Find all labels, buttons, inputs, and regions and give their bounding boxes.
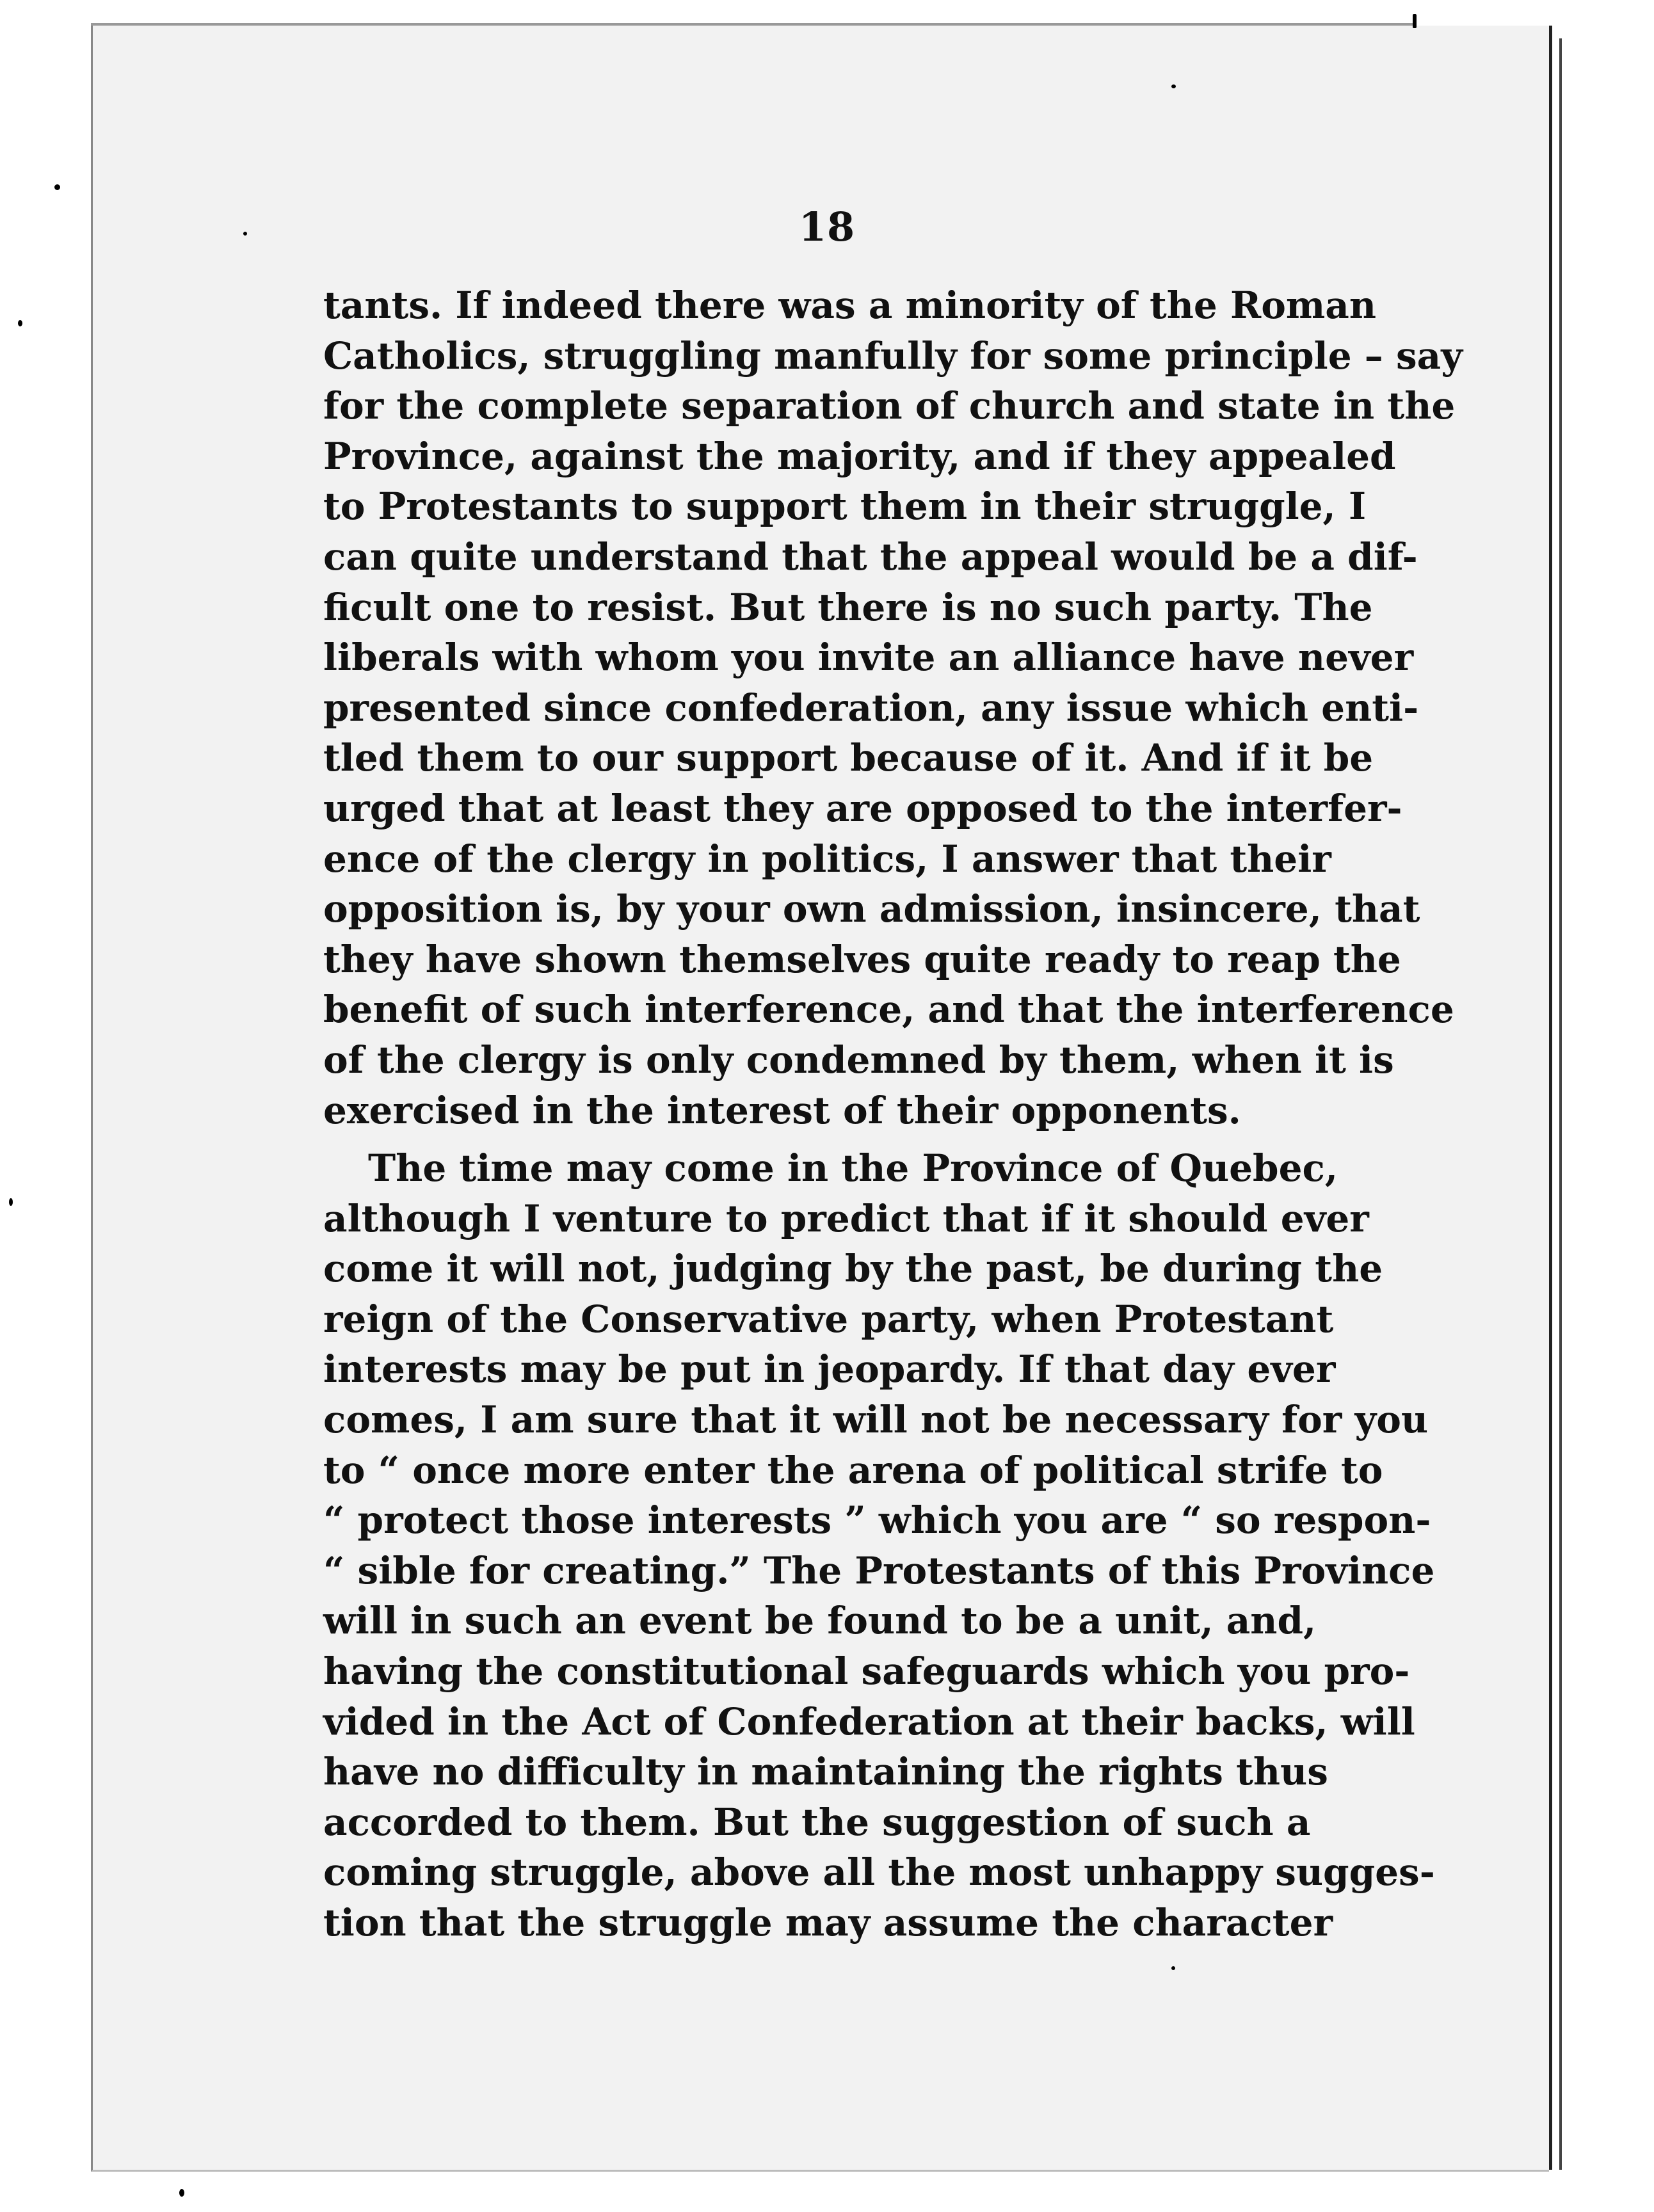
page-number: 18 — [798, 204, 856, 250]
text-line: having the constitutional safeguards which you pro- — [323, 1649, 1410, 1694]
text-line: tion that the struggle may assume the character — [323, 1901, 1333, 1944]
text-line: they have shown themselves quite ready to reap the — [323, 937, 1401, 981]
text-line: can quite understand that the appeal would be a dif- — [323, 534, 1418, 579]
text-line: The time may come in the Province of Quebec, — [368, 1146, 1338, 1190]
scan-speck — [1413, 14, 1417, 28]
text-line: liberals with whom you invite an alliance have never — [323, 636, 1414, 680]
text-line: will in such an event be found to be a unit, and, — [323, 1599, 1317, 1643]
paragraph-gap — [323, 1135, 1306, 1143]
page-right-edge — [1549, 26, 1552, 2170]
text-line: to “ once more enter the arena of political strife to — [323, 1448, 1383, 1492]
text-line: exercised in the interest of their opponents. — [323, 1088, 1241, 1132]
text-line: Catholics, struggling manfully for some principle – say — [323, 333, 1463, 378]
text-line: have no difficulty in maintaining the rights thus — [323, 1750, 1328, 1794]
text-line: of the clergy is only condemned by them, when it is — [323, 1038, 1394, 1082]
scan-speck — [18, 320, 22, 326]
text-line: Province, against the majority, and if they appealed — [323, 434, 1396, 478]
text-line: “ sible for creating.” The Protestants of this Province — [323, 1548, 1435, 1592]
paragraph — [323, 1143, 1435, 1948]
next-page-edge — [1559, 38, 1562, 2170]
text-line: presented since confederation, any issue which enti- — [323, 685, 1419, 730]
text-line: “ protect those interests ” which you are “ so respon- — [323, 1498, 1431, 1543]
text-line: accorded to them. But the suggestion of such a — [323, 1800, 1311, 1844]
text-line: opposition is, by your own admission, insincere, that — [323, 887, 1420, 931]
text-line: although I venture to predict that if it should ever — [323, 1196, 1369, 1240]
text-line: benefit of such interference, and that the interference — [323, 988, 1454, 1032]
text-line: tled them to our support because of it. And if it be — [323, 736, 1374, 780]
body-text — [323, 280, 1463, 1948]
scan-speck — [1171, 1966, 1175, 1970]
text-line: vided in the Act of Confederation at their backs, will — [323, 1699, 1415, 1743]
text-line: reign of the Conservative party, when Protestant — [323, 1297, 1334, 1341]
text-line: for the complete separation of church and state in the — [323, 384, 1456, 428]
text-line: to Protestants to support them in their struggle, I — [323, 485, 1367, 529]
text-line: coming struggle, above all the most unhappy sugges- — [323, 1850, 1435, 1895]
scan-speck — [9, 1198, 13, 1206]
scan-speck — [1171, 84, 1176, 88]
text-line: comes, I am sure that it will not be necessary for you — [323, 1398, 1429, 1442]
text-line: ficult one to resist. But there is no such party. The — [323, 585, 1373, 629]
paragraph — [323, 280, 1463, 1135]
text-line: ence of the clergy in politics, I answer that their — [323, 837, 1331, 881]
text-line: tants. If indeed there was a minority of the Roman — [323, 284, 1377, 327]
text-line: come it will not, judging by the past, be during the — [323, 1247, 1383, 1291]
text-line: interests may be put in jeopardy. If that day ever — [323, 1347, 1336, 1391]
scan-speck — [179, 2189, 184, 2197]
text-line: urged that at least they are opposed to the interfer- — [323, 786, 1402, 830]
scan-speck — [54, 184, 60, 190]
